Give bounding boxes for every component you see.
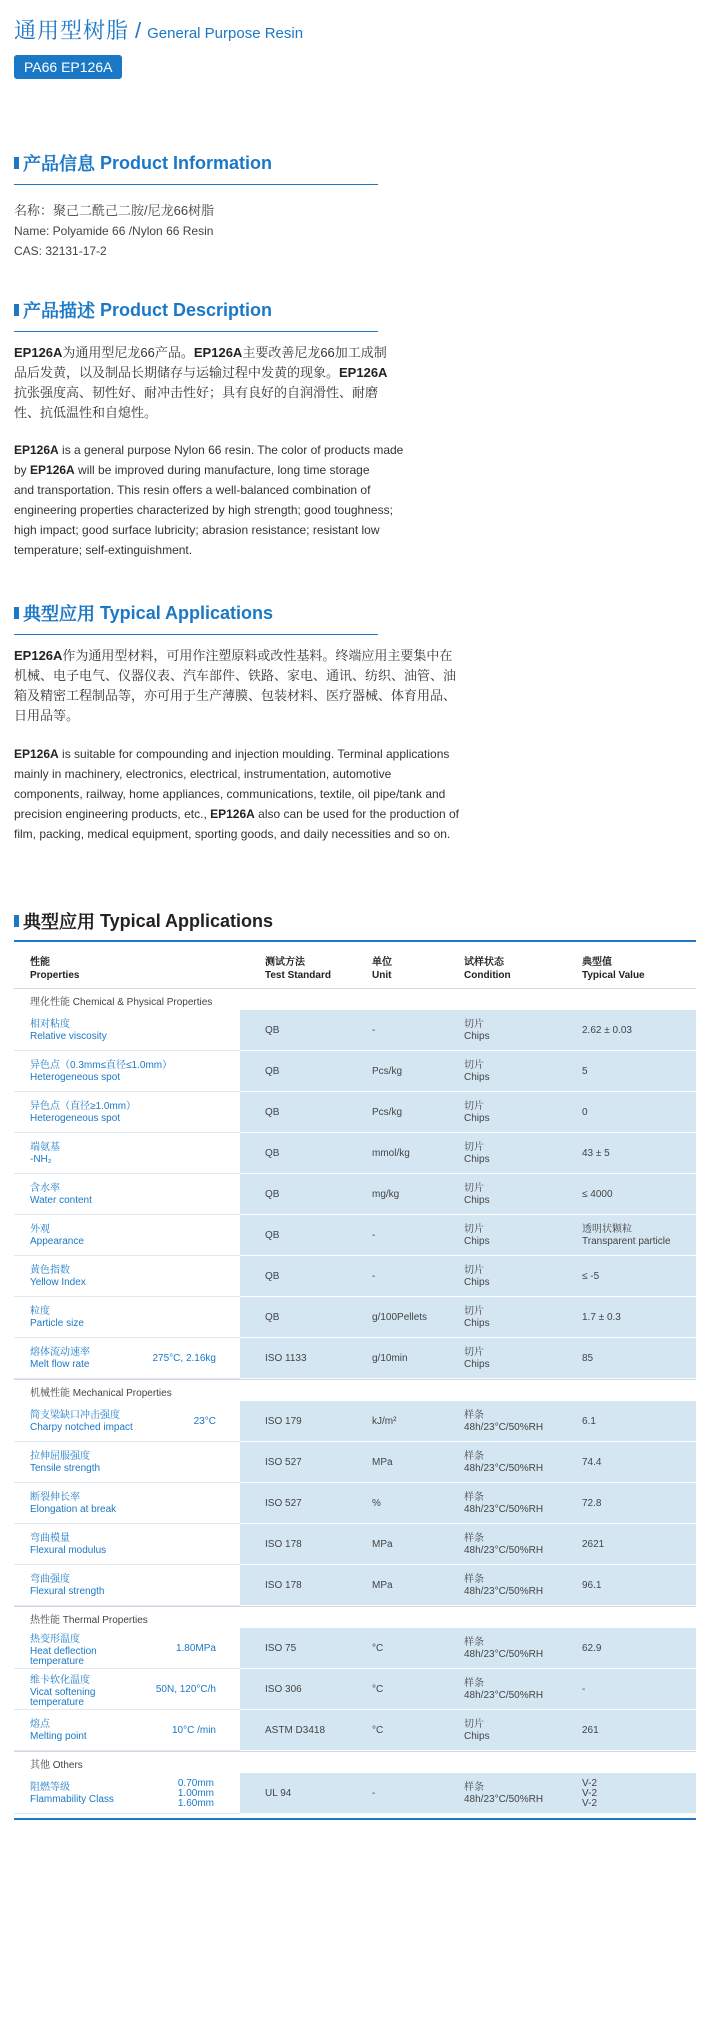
test-standard: QB (265, 1271, 280, 1282)
unit: mg/kg (372, 1189, 400, 1200)
table-row (14, 1710, 696, 1751)
table-row (14, 1401, 696, 1442)
desc-en-line: EP126A is a general purpose Nylon 66 resin. The color of products made (14, 443, 404, 457)
apps-en-line: components, railway, home appliances, communications, textile, oil pipe/tank and (14, 787, 446, 801)
condition-en: 48h/23°C/50%RH (464, 1649, 544, 1660)
section-marker-icon (14, 157, 19, 169)
header-unit: 单位 Unit (372, 957, 392, 981)
condition-cn: 样条 (464, 1410, 484, 1421)
condition-cn: 切片 (464, 1347, 484, 1358)
test-condition: 1.60mm (177, 1798, 214, 1809)
property-name-cn: 热变形温度 (30, 1634, 80, 1645)
desc-cn-line: EP126A为通用型尼龙66产品。EP126A主要改善尼龙66加工成制 (14, 345, 387, 360)
typical-value: 2.62 ± 0.03 (582, 1025, 632, 1036)
typical-value: 2621 (582, 1539, 605, 1550)
table-row (14, 1174, 696, 1215)
test-standard: ISO 178 (265, 1539, 302, 1550)
property-name-en: Particle size (30, 1318, 84, 1329)
test-standard: ISO 178 (265, 1580, 302, 1591)
typical-value: 1.7 ± 0.3 (582, 1312, 621, 1323)
section-title-info (14, 150, 272, 176)
property-name-cn: 弯曲强度 (30, 1574, 70, 1585)
condition-en: Chips (464, 1359, 490, 1370)
typical-value: 96.1 (582, 1580, 602, 1591)
desc-en-paragraph (14, 440, 434, 560)
property-name-en: Melting point (30, 1731, 87, 1742)
property-name-en: Charpy notched impact (30, 1422, 133, 1433)
test-standard: ISO 527 (265, 1498, 302, 1509)
typical-value: 5 (582, 1066, 588, 1077)
property-name-en: Elongation at break (30, 1504, 117, 1515)
test-standard: ISO 527 (265, 1457, 302, 1468)
property-name-en: Water content (30, 1195, 92, 1206)
test-standard: UL 94 (265, 1788, 292, 1799)
group-label: 机械性能 Mechanical Properties (30, 1388, 172, 1399)
property-name-en: Flexural modulus (30, 1545, 107, 1556)
unit: mmol/kg (372, 1148, 410, 1159)
property-name-en: Appearance (30, 1236, 84, 1247)
typical-value: ≤ 4000 (582, 1189, 613, 1200)
table-row (14, 1092, 696, 1133)
unit: °C (372, 1684, 384, 1695)
table-row (14, 1565, 696, 1606)
property-name-en: temperature (30, 1697, 84, 1708)
group-divider (14, 1606, 696, 1607)
typical-value: V-2 (582, 1788, 598, 1799)
test-condition: 0.70mm (177, 1778, 214, 1789)
desc-en-line: by EP126A will be improved during manufacture, long time storage (14, 463, 370, 477)
condition-en: 48h/23°C/50%RH (464, 1422, 544, 1433)
desc-en-line: and transportation. This resin offers a well-balanced combination of (14, 483, 371, 497)
unit: °C (372, 1725, 384, 1736)
property-name-en: Flammability Class (30, 1794, 114, 1805)
condition-cn: 样条 (464, 1782, 484, 1793)
condition-cn: 切片 (464, 1101, 484, 1112)
property-name-en: Flexural strength (30, 1586, 105, 1597)
unit: % (372, 1498, 381, 1509)
table-row (14, 1524, 696, 1565)
condition-en: 48h/23°C/50%RH (464, 1690, 544, 1701)
header-typical-value: 典型值 Typical Value (582, 957, 645, 981)
typical-value: 62.9 (582, 1643, 602, 1654)
apps-en-line: mainly in machinery, electronics, electrical, instrumentation, automotive (14, 767, 392, 781)
section-title-cn: 典型应用 (23, 604, 95, 624)
property-name-cn: 断裂伸长率 (30, 1492, 80, 1503)
property-name-en: Relative viscosity (30, 1031, 107, 1042)
condition-en: Chips (464, 1277, 490, 1288)
property-name-en: Melt flow rate (30, 1359, 90, 1370)
condition-en: 48h/23°C/50%RH (464, 1586, 544, 1597)
row-divider (14, 1813, 240, 1814)
test-standard: QB (265, 1230, 280, 1241)
desc-en-line: high impact; good surface lubricity; abrasion resistance; resistant low (14, 523, 380, 537)
apps-en-line: precision engineering products, etc., EP126A also can be used for the production of (14, 807, 459, 821)
section-title-desc (14, 297, 272, 323)
property-name-cn: 维卡软化温度 (30, 1675, 90, 1686)
table-row (14, 1256, 696, 1297)
property-name-en: Tensile strength (30, 1463, 101, 1474)
condition-cn: 样条 (464, 1451, 484, 1462)
group-label: 理化性能 Chemical & Physical Properties (30, 997, 213, 1008)
apps-en-paragraph (14, 744, 514, 844)
apps-cn-line: EP126A作为通用型材料，可用作注塑原料或改性基料。终端应用主要集中在 (14, 648, 453, 663)
apps-en-line: EP126A is suitable for compounding and injection moulding. Terminal applications (14, 747, 450, 761)
unit: Pcs/kg (372, 1066, 403, 1077)
condition-cn: 切片 (464, 1142, 484, 1153)
property-name-cn: 含水率 (30, 1183, 60, 1194)
condition-cn: 切片 (464, 1719, 484, 1730)
section-title-en: Typical Applications (100, 602, 274, 623)
table-row (14, 1215, 696, 1256)
page-header (14, 14, 303, 46)
condition-en: Chips (464, 1236, 490, 1247)
condition-en: 48h/23°C/50%RH (464, 1794, 544, 1805)
test-condition: 1.80MPa (175, 1643, 216, 1654)
condition-en: Chips (464, 1072, 490, 1083)
section-marker-icon (14, 607, 19, 619)
property-name-en: Vicat softening (30, 1687, 96, 1698)
header-properties: 性能 Properties (30, 957, 80, 981)
apps-cn-line: 日用品等。 (14, 708, 80, 723)
test-condition: 10°C /min (171, 1725, 216, 1736)
section-title-en: Product Information (100, 152, 273, 173)
condition-en: 48h/23°C/50%RH (464, 1545, 544, 1556)
header-condition: 试样状态 Condition (464, 957, 511, 981)
test-standard: QB (265, 1107, 280, 1118)
test-standard: QB (265, 1148, 280, 1159)
unit: °C (372, 1643, 384, 1654)
property-name-cn: 相对粘度 (30, 1019, 70, 1030)
group-divider (14, 1751, 696, 1752)
test-standard: QB (265, 1312, 280, 1323)
unit: g/100Pellets (372, 1312, 428, 1323)
typical-value: 74.4 (582, 1457, 602, 1468)
typical-value: V-2 (582, 1798, 598, 1809)
unit: - (372, 1788, 376, 1799)
group-divider (14, 1379, 696, 1380)
condition-cn: 样条 (464, 1533, 484, 1544)
product-badge: PA66 EP126A (14, 55, 122, 79)
table-row (14, 1297, 696, 1338)
table-top-line (14, 940, 696, 942)
typical-value: 6.1 (582, 1416, 596, 1427)
unit: - (372, 1025, 376, 1036)
page-title-en: General Purpose Resin (147, 25, 304, 42)
condition-cn: 切片 (464, 1019, 484, 1030)
property-name-cn: 弯曲模量 (30, 1533, 70, 1544)
typical-value: 0 (582, 1107, 588, 1118)
property-name-cn: 异色点（0.3mm≤直径≤1.0mm） (30, 1060, 173, 1071)
table-row (14, 1442, 696, 1483)
property-name-cn: 简支梁缺口冲击强度 (30, 1410, 120, 1421)
property-name-en: Heterogeneous spot (30, 1072, 121, 1083)
test-condition: 1.00mm (177, 1788, 214, 1799)
desc-cn-line: 品后发黄，以及制品长期储存与运输过程中发黄的现象。EP126A (14, 365, 388, 380)
property-name-cn: 外观 (30, 1224, 50, 1235)
table-row (14, 1628, 696, 1669)
condition-en: Chips (464, 1731, 490, 1742)
section-title-en: Typical Applications (100, 910, 274, 931)
condition-en: Chips (464, 1195, 490, 1206)
unit: MPa (372, 1539, 393, 1550)
condition-en: 48h/23°C/50%RH (464, 1504, 544, 1515)
property-name-cn: 熔体流动速率 (30, 1347, 90, 1358)
product-name-en: Name: Polyamide 66 /Nylon 66 Resin (14, 224, 214, 238)
desc-en-line: engineering properties characterized by high strength; good toughness; (14, 503, 393, 517)
property-name-en: Yellow Index (30, 1277, 86, 1288)
property-name-en: Heat deflection (30, 1646, 97, 1657)
condition-cn: 样条 (464, 1574, 484, 1585)
test-condition: 23°C (193, 1416, 216, 1427)
property-name-cn: 粒度 (30, 1306, 50, 1317)
condition-en: Chips (464, 1154, 490, 1165)
property-name-cn: 阻燃等级 (30, 1782, 70, 1793)
typical-value: 261 (582, 1725, 599, 1736)
condition-cn: 样条 (464, 1637, 484, 1648)
table-row (14, 1338, 696, 1379)
section-marker-icon (14, 915, 19, 927)
apps-cn-line: 箱及精密工程制品等，亦可用于生产薄膜、包装材料、医疗器械、体育用品、 (14, 688, 457, 703)
section-title-apps (14, 600, 273, 626)
header-test-standard: 测试方法 Test Standard (265, 957, 331, 981)
unit: kJ/m² (372, 1416, 397, 1427)
property-name-cn: 端氨基 (30, 1142, 60, 1153)
condition-cn: 切片 (464, 1265, 484, 1276)
condition-cn: 样条 (464, 1678, 484, 1689)
property-name-cn: 黄色指数 (30, 1265, 70, 1276)
section-underline (14, 331, 378, 332)
condition-cn: 样条 (464, 1492, 484, 1503)
property-name-en: Heterogeneous spot (30, 1113, 121, 1124)
table-row (14, 1483, 696, 1524)
row-separator (240, 1813, 696, 1814)
test-standard: QB (265, 1189, 280, 1200)
unit: - (372, 1230, 376, 1241)
test-standard: ISO 179 (265, 1416, 302, 1427)
condition-cn: 切片 (464, 1224, 484, 1235)
desc-en-line: temperature; self-extinguishment. (14, 543, 193, 557)
section-underline (14, 634, 378, 635)
property-name-en: -NH₂ (30, 1154, 52, 1165)
test-condition: 275°C, 2.16kg (152, 1353, 216, 1364)
test-standard: ISO 1133 (265, 1353, 307, 1364)
typical-value: V-2 (582, 1778, 598, 1789)
table-row (14, 1051, 696, 1092)
condition-en: Chips (464, 1113, 490, 1124)
section-title-cn: 典型应用 (23, 912, 95, 932)
property-name-cn: 异色点（直径≥1.0mm） (30, 1101, 137, 1112)
test-condition: 50N, 120°C/h (155, 1684, 216, 1695)
section-title-table (14, 908, 273, 934)
apps-cn-paragraph (14, 646, 494, 726)
condition-en: 48h/23°C/50%RH (464, 1463, 544, 1474)
unit: MPa (372, 1580, 393, 1591)
group-label: 热性能 Thermal Properties (30, 1615, 148, 1626)
typical-value: 43 ± 5 (582, 1148, 610, 1159)
desc-cn-line: 抗张强度高、韧性好、耐冲击性好；具有良好的自润滑性、耐磨 (14, 385, 379, 400)
section-marker-icon (14, 304, 19, 316)
group-label: 其他 Others (30, 1760, 83, 1771)
table-row (14, 1133, 696, 1174)
property-name-en: temperature (30, 1656, 84, 1667)
table-row (14, 1773, 696, 1814)
typical-value: 85 (582, 1353, 594, 1364)
section-title-en: Product Description (100, 299, 273, 320)
section-underline (14, 184, 378, 185)
typical-value: - (582, 1684, 586, 1695)
group-divider (14, 988, 696, 989)
condition-cn: 切片 (464, 1060, 484, 1071)
test-standard: QB (265, 1066, 280, 1077)
apps-cn-line: 机械、电子电气、仪器仪表、汽车部件、铁路、家电、通讯、纺织、油管、油 (14, 668, 457, 683)
condition-en: Chips (464, 1031, 490, 1042)
section-title-cn: 产品描述 (23, 301, 95, 321)
unit: g/10min (372, 1353, 408, 1364)
table-row (14, 1669, 696, 1710)
test-standard: ASTM D3418 (265, 1725, 326, 1736)
condition-cn: 切片 (464, 1306, 484, 1317)
table-row (14, 1010, 696, 1051)
apps-en-line: film, packing, medical equipment, sporting goods, and daily necessities and so on. (14, 827, 451, 841)
test-standard: ISO 306 (265, 1684, 302, 1695)
property-name-cn: 熔点 (30, 1719, 50, 1730)
property-name-cn: 拉伸屈服强度 (30, 1451, 90, 1462)
page-title-cn: 通用型树脂 (14, 18, 130, 43)
typical-value: 透明状颗粒 (582, 1224, 632, 1235)
test-standard: QB (265, 1025, 280, 1036)
condition-en: Chips (464, 1318, 490, 1329)
typical-value: ≤ -5 (582, 1271, 600, 1282)
condition-cn: 切片 (464, 1183, 484, 1194)
unit: - (372, 1271, 376, 1282)
typical-value: 72.8 (582, 1498, 602, 1509)
unit: Pcs/kg (372, 1107, 403, 1118)
section-title-cn: 产品信息 (23, 154, 95, 174)
desc-cn-line: 性、抗低温性和自熄性。 (14, 405, 158, 420)
test-standard: ISO 75 (265, 1643, 297, 1654)
typical-value: Transparent particle (582, 1236, 671, 1247)
title-separator: / (135, 18, 142, 43)
desc-cn-paragraph (14, 343, 414, 423)
product-name-cn: 名称：聚己二酰己二胺/尼龙66树脂 (14, 203, 215, 218)
product-cas: CAS: 32131-17-2 (14, 244, 107, 258)
unit: MPa (372, 1457, 393, 1468)
table-bottom-line (14, 1818, 696, 1820)
